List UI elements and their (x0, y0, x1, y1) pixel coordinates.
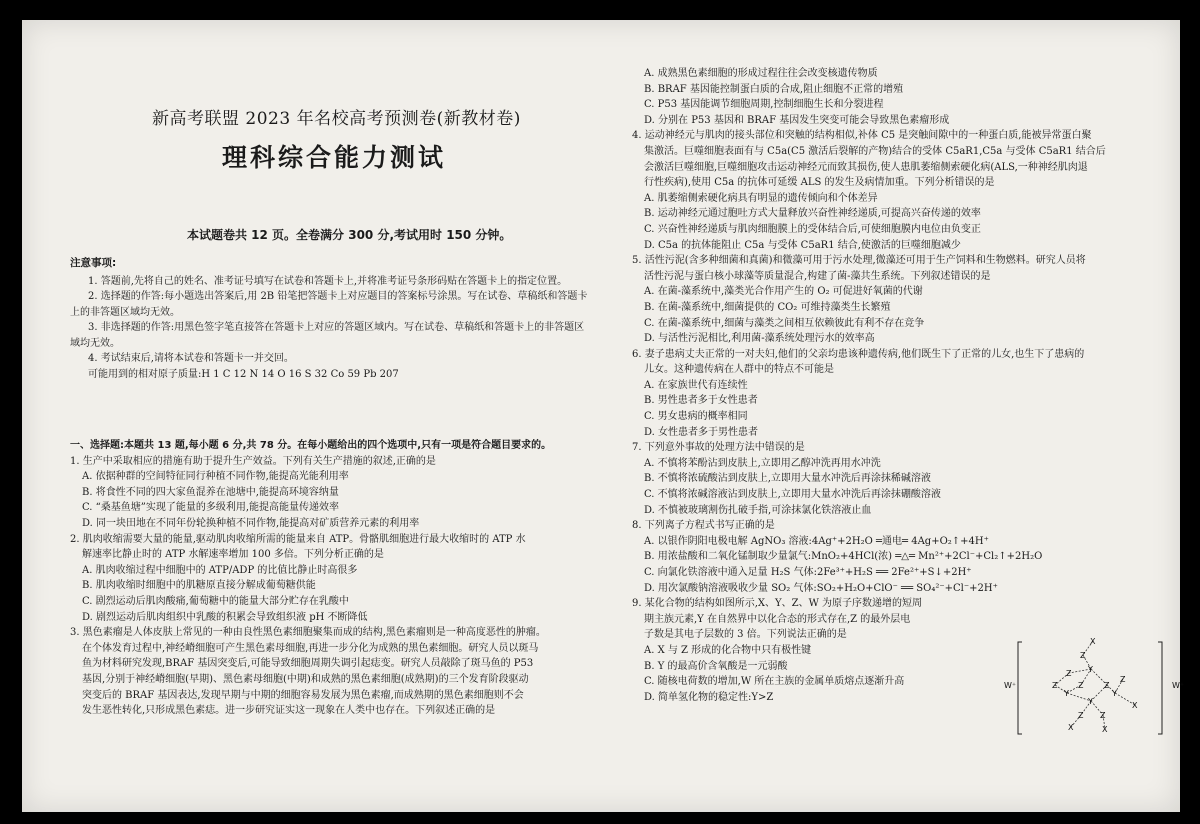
atom-label: Z (1104, 681, 1110, 690)
right-questions (632, 66, 1172, 705)
question-stem: 7. 下列意外事故的处理方法中错误的是 (632, 442, 805, 454)
left-questions (70, 438, 592, 719)
question-line: 期主族元素,Y 在自然界中以化合态的形式存在,Z 的最外层电 (644, 613, 911, 625)
question-line: B. 肌肉收缩时细胞中的肌糖原直接分解成葡萄糖供能 (82, 580, 316, 592)
question-stem: 2. 肌肉收缩需要大量的能量,驱动肌肉收缩所需的能量来自 ATP。骨骼肌细胞进行最大收缩时的 ATP 水 (70, 533, 526, 545)
paper-meta: 本试题卷共 12 页。全卷满分 300 分,考试用时 150 分钟。 (187, 228, 512, 242)
question-line: C. 男女患病的概率相同 (644, 411, 748, 423)
atom-label: W⁺ (1004, 681, 1017, 690)
question-line: A. 在菌-藻系统中,藻类光合作用产生的 O₂ 可促进好氧菌的代谢 (644, 286, 923, 298)
atom-label: X (1132, 701, 1138, 710)
question-line: 发生恶性转化,只形成黑色素痣。进一步研究证实这一现象在人类中也存在。下列叙述正确的是 (82, 705, 496, 717)
question-line: A. 肌肉收缩过程中细胞中的 ATP/ADP 的比值比静止时高很多 (82, 564, 358, 576)
question-line: 解速率比静止时的 ATP 水解速率增加 100 多倍。下列分析正确的是 (82, 549, 384, 561)
question-line: C. 不慎将浓碱溶液沾到皮肤上,立即用大量水冲洗后再涂抹硼酸溶液 (644, 489, 941, 501)
question-line: 突变后的 BRAF 基因表达,发现早期与中期的细胞容易发展为黑色素瘤,而成熟期的黑色素细胞则不会 (82, 689, 524, 701)
question-line: A. 依据种群的空间特征同行种植不同作物,能提高光能利用率 (82, 471, 349, 483)
question-line: 在个体发育过程中,神经嵴细胞可产生黑色素母细胞,再进一步分化为成熟的黑色素细胞。研究人员以斑马 (82, 642, 539, 654)
question-line: 会激活巨噬细胞,巨噬细胞攻击运动神经元而致其损伤,使人患肌萎缩侧索硬化病(ALS,一种神经肌肉退 (644, 161, 1088, 173)
question-line: D. 不慎被玻璃割伤扎破手指,可涂抹氯化铁溶液止血 (644, 504, 872, 516)
atom-label: Y (1064, 689, 1069, 698)
question-line: D. C5a 的抗体能阻止 C5a 与受体 C5aR1 结合,使激活的巨噬细胞减少 (644, 239, 961, 251)
question-line: 行性疾病),使用 C5a 的抗体可延缓 ALS 的发生及病情加重。下列分析错误的是 (644, 177, 995, 189)
atom-label: Z (1080, 651, 1086, 660)
atom-label: Y (1112, 689, 1117, 698)
question-line: A. X 与 Z 形成的化合物中只有极性键 (644, 644, 812, 656)
atom-label: Y (1088, 665, 1093, 674)
exam-paper (22, 20, 1185, 812)
structure-diagram (992, 638, 1192, 738)
paper-subtitle: 理科综合能力测试 (222, 143, 447, 172)
question-line: A. 肌萎缩侧索硬化病具有明显的遗传倾向和个体差异 (644, 192, 878, 204)
question-line: B. 男性患者多于女性患者 (644, 395, 758, 407)
question-line: 基因,分别于神经嵴细胞(早期)、黑色素母细胞(中期)和成熟的黑色素细胞(成熟期)的三个发育阶段驱动 (82, 673, 529, 685)
atomic-mass-line: 可能用到的相对原子质量:H 1 C 12 N 14 O 16 S 32 Co 59 Pb 207 (88, 368, 399, 380)
question-line: D. 同一块田地在不同年份轮换种植不同作物,能提高对矿质营养元素的利用率 (82, 517, 420, 529)
question-line: 活性污泥与蛋白核小球藻等质量混合,构建了菌-藻共生系统。下列叙述错误的是 (644, 270, 991, 282)
question-line: D. 与活性污泥相比,利用菌-藻系统处理污水的效率高 (644, 333, 875, 345)
question-line: 集激活。巨噬细胞表面有与 C5a(C5 激活后裂解的产物)结合的受体 C5aR1,C5a 与受体 C5aR1 结合后 (644, 145, 1106, 157)
atom-label: X (1068, 723, 1074, 732)
atom-label: Z (1120, 675, 1126, 684)
question-stem: 4. 运动神经元与肌肉的接头部位和突触的结构相似,补体 C5 是突触间隙中的一种蛋白质,能被异常蛋白聚 (632, 130, 1092, 142)
question-line: C. 剧烈运动后肌肉酸痛,葡萄糖中的能量大部分贮存在乳酸中 (82, 595, 349, 607)
atom-label: Y (1088, 697, 1093, 706)
atom-label: Z (1078, 681, 1084, 690)
instruction-item: 1. 答题前,先将自己的姓名、准考证号填写在试卷和答题卡上,并将准考证号条形码贴在答题卡上的指定位置。 (88, 275, 568, 287)
question-line: A. 不慎将苯酚沾到皮肤上,立即用乙醇冲洗再用水冲洗 (644, 457, 881, 469)
question-line: C. P53 基因能调节细胞周期,控制细胞生长和分裂进程 (644, 99, 884, 111)
question-line: B. 在菌-藻系统中,细菌提供的 CO₂ 可维持藻类生长繁殖 (644, 301, 891, 313)
section-heading: 一、选择题:本题共 13 题,每小题 6 分,共 78 分。在每小题给出的四个选项中,只有一项是符合题目要求的。 (70, 440, 552, 451)
instruction-item: 4. 考试结束后,请将本试卷和答题卡一并交回。 (88, 353, 294, 364)
instructions-heading: 注意事项: (70, 257, 117, 269)
question-line: B. 运动神经元通过胞吐方式大量释放兴奋性神经递质,可提高兴奋传递的效率 (644, 208, 981, 220)
question-stem: 6. 妻子患病丈夫正常的一对夫妇,他们的父亲均患该种遗传病,他们既生下了正常的儿女,也生下了患病的 (632, 348, 1085, 360)
atom-label: X (1102, 725, 1108, 734)
question-line: 鱼为材料研究发现,BRAF 基因突变后,可能导致细胞周期失调引起痣变。研究人员敲除了斑马鱼的 P53 (82, 658, 534, 670)
question-line: 子数是其电子层数的 3 倍。下列说法正确的是 (644, 629, 847, 641)
instruction-item: 3. 非选择题的作答:用黑色签字笔直接答在答题卡上对应的答题区域内。写在试卷、草稿纸和答题卡上的非答题区域均无效。 (70, 322, 585, 349)
question-line: C. 向氯化铁溶液中通入足量 H₂S 气体:2Fe³⁺+H₂S ══ 2Fe²⁺+S↓+2H⁺ (644, 567, 972, 578)
question-line: B. 用浓盐酸和二氧化锰制取少量氯气:MnO₂+4HCl(浓) ═△═ Mn²⁺+2Cl⁻+Cl₂↑+2H₂O (644, 551, 1043, 563)
paper-title: 新高考联盟 2023 年名校高考预测卷(新教材卷) (152, 109, 521, 129)
question-stem: 9. 某化合物的结构如图所示,X、Y、Z、W 为原子序数递增的短周 (632, 598, 923, 610)
question-line: A. 成熟黑色素细胞的形成过程往往会改变核遗传物质 (644, 68, 878, 79)
question-line: D. 剧烈运动后肌肉组织中乳酸的积累会导致组织液 pH 不断降低 (82, 611, 368, 623)
question-line: C. 在菌-藻系统中,细菌与藻类之间相互依赖彼此有利不存在竞争 (644, 317, 925, 329)
question-stem: 3. 黑色素瘤是人体皮肤上常见的一种由良性黑色素细胞聚集而成的结构,黑色素瘤则是一种高度恶性的肿瘤。 (70, 627, 546, 639)
atom-label: Z (1078, 711, 1084, 720)
question-line: D. 简单氢化物的稳定性:Y>Z (644, 691, 774, 703)
question-line: B. BRAF 基因能控制蛋白质的合成,阻止细胞不正常的增殖 (644, 83, 904, 95)
atom-label: Z (1052, 681, 1058, 690)
instructions (70, 256, 590, 382)
atom-label: Z (1100, 711, 1106, 720)
question-stem: 1. 生产中采取相应的措施有助于提升生产效益。下列有关生产措施的叙述,正确的是 (70, 455, 436, 467)
question-line: A. 以银作阴阳电极电解 AgNO₃ 溶液:4Ag⁺+2H₂O ═通电═ 4Ag+O₂↑+4H⁺ (644, 535, 989, 547)
question-line: C. “桑基鱼塘”实现了能量的多级利用,能提高能量传递效率 (82, 502, 340, 514)
question-line: 儿女。这种遗传病在人群中的特点不可能是 (644, 364, 834, 376)
structure-svg (992, 638, 1192, 738)
atom-label: Z (1066, 669, 1072, 678)
question-stem: 5. 活性污泥(含多种细菌和真菌)和微藻可用于污水处理,微藻还可用于生产饲料和生物燃料。研究人员将 (632, 255, 1086, 267)
atom-label: W⁺ (1172, 681, 1185, 690)
question-stem: 8. 下列离子方程式书写正确的是 (632, 520, 775, 532)
question-line: D. 女性患者多于男性患者 (644, 426, 759, 438)
question-line: D. 用次氯酸钠溶液吸收少量 SO₂ 气体:SO₂+H₂O+ClO⁻ ══ SO₄²⁻+Cl⁻+2H⁺ (644, 582, 998, 594)
question-line: C. 随核电荷数的增加,W 所在主族的金属单质熔点逐渐升高 (644, 676, 905, 688)
instruction-item: 2. 选择题的作答:每小题选出答案后,用 2B 铅笔把答题卡上对应题目的答案标号涂黑。写在试卷、草稿纸和答题卡上的非答题区域均无效。 (70, 291, 588, 318)
atom-label: X (1090, 638, 1096, 646)
question-line: A. 在家族世代有连续性 (644, 379, 748, 391)
question-line: C. 兴奋性神经递质与肌肉细胞膜上的受体结合后,可使细胞膜内电位由负变正 (644, 223, 981, 235)
bracket (1018, 642, 1162, 734)
question-line: B. 不慎将浓硫酸沾到皮肤上,立即用大量水冲洗后再涂抹稀碱溶液 (644, 473, 931, 485)
question-line: D. 分别在 P53 基因和 BRAF 基因发生突变可能会导致黑色素瘤形成 (644, 114, 950, 126)
question-line: B. 将食性不同的四大家鱼混养在池塘中,能提高环境容纳量 (82, 486, 339, 498)
question-line: B. Y 的最高价含氧酸是一元弱酸 (644, 660, 788, 672)
